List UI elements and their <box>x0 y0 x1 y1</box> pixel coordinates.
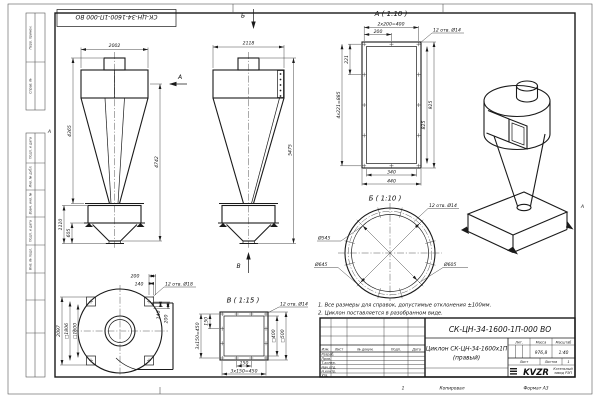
margin-label: Перв. примен. <box>28 25 33 50</box>
holes-callout: 12 отв. Ø18 <box>165 282 193 288</box>
dim-callout: Ø545 <box>318 236 331 242</box>
dim-hopper: 605 <box>67 228 72 238</box>
view-title: А ( 1:10 ) <box>374 10 408 18</box>
dim-callout: Ø605 <box>444 263 457 268</box>
note-line: 1. Все размеры для справок, допустимые отклонения ±100мм. <box>318 302 492 309</box>
dim: 2x200=400 <box>377 22 405 28</box>
front-view-right <box>213 9 296 273</box>
margin-label: Инв. № подл. <box>28 248 33 270</box>
top-stamp <box>57 10 176 27</box>
view-v-flange <box>195 297 308 376</box>
margin-label: Взам. инв. № <box>28 192 33 215</box>
footer-strip <box>402 386 549 392</box>
sheet-label: Лист <box>519 360 529 364</box>
dim: 200 <box>373 30 383 35</box>
holes-callout: 12 отв. Ø14 <box>429 204 457 209</box>
left-margin-boxes <box>26 13 584 377</box>
stamp-doc-number: СК-ЦН-34-1600-1П-000 ВО <box>75 13 158 21</box>
dim: 440 <box>387 179 396 185</box>
dim: 3x150=450 <box>196 322 201 350</box>
dim: 221 <box>345 55 350 64</box>
title-block <box>320 318 575 378</box>
sig-row: Утв. <box>321 373 329 378</box>
dim-callout: Ø645 <box>315 263 328 268</box>
sheet-frame <box>8 4 592 394</box>
mass-value: 976,8 <box>534 351 548 356</box>
margin-label: Подп. и дата <box>28 220 33 242</box>
col-header: Изм. <box>321 347 330 352</box>
company-name: Котельный <box>553 367 573 371</box>
dim: □1806 <box>65 322 71 340</box>
sig-row: Разраб. <box>321 352 335 357</box>
isometric-view <box>461 81 574 255</box>
footer-copied-label: Копировал <box>439 386 465 392</box>
dim: 2097 <box>57 325 62 337</box>
zone-marker-left: А <box>47 130 52 135</box>
sig-row: Пров. <box>321 356 332 361</box>
view-arrow-label: А <box>177 74 183 81</box>
view-b-flange <box>314 195 468 302</box>
dim: 150 <box>204 316 210 326</box>
dim-bin: 1110 <box>59 218 64 231</box>
front-view-left <box>58 43 187 249</box>
dim: 200 <box>164 314 170 324</box>
holes-callout: 12 отв. Ø14 <box>280 302 308 308</box>
col-header: № докум. <box>357 347 374 352</box>
zone-marker-right: А <box>580 205 585 210</box>
part-name: Циклон СК-ЦН-34-1600х1П <box>425 346 508 353</box>
footer-format-label: Формат А3 <box>523 386 549 392</box>
dim: □400 <box>272 329 277 343</box>
dim: 925 <box>429 100 434 110</box>
dim: □1600 <box>73 322 79 340</box>
dim: 140 <box>156 310 162 320</box>
dim: 150 <box>239 361 249 367</box>
doc-number: СК-ЦН-34-1600-1П-000 ВО <box>448 325 552 334</box>
scale-label: Масштаб <box>555 340 572 345</box>
sheets-label: Листов <box>544 360 558 364</box>
view-a-flange <box>336 10 464 186</box>
holes-callout: 12 отв. Ø14 <box>433 28 461 34</box>
margin-label: Справ. № <box>28 78 33 94</box>
view-arrow-label: Б <box>240 12 246 20</box>
logo-text: KVZR <box>523 368 549 378</box>
dim: 340 <box>387 170 396 176</box>
bolt-holes <box>220 312 268 360</box>
dim: 825 <box>422 120 427 130</box>
margin-label: Подп. и дата <box>28 137 33 159</box>
dim: 3x150=450 <box>230 369 258 375</box>
col-header: Лист <box>334 347 344 352</box>
dim: 140 <box>134 282 144 288</box>
view-title: В ( 1:15 ) <box>226 296 260 305</box>
sig-row: Т.контр. <box>321 361 336 366</box>
mass-label: Масса <box>535 340 547 345</box>
dim: 4x221=885 <box>337 91 342 119</box>
part-name-2: (правый) <box>452 355 481 362</box>
sig-row: Нач.отд. <box>321 365 337 370</box>
dim-width: 2118 <box>242 41 255 47</box>
dim: 200 <box>130 274 140 280</box>
view-title: Б ( 1:10 ) <box>368 194 402 203</box>
note-line: 2. Циклон поставляется в разобранном виде. <box>318 310 443 317</box>
scale-value: 1:40 <box>558 351 569 356</box>
view-arrow-label: В <box>236 263 241 270</box>
dim-height: 4365 <box>67 125 73 137</box>
col-header: Дата <box>412 347 421 352</box>
sig-row: Н.контр. <box>321 369 337 374</box>
top-view-scroll <box>56 274 196 376</box>
dim-height: 5475 <box>288 144 294 156</box>
bolt-holes <box>362 42 420 168</box>
notes <box>318 303 491 317</box>
footer-mark: 1 <box>401 386 405 392</box>
margin-label: Инв. № дубл. <box>28 165 33 188</box>
company-name-2: завод РЭП <box>554 371 572 375</box>
dim-height: 4742 <box>154 156 160 168</box>
sheets-value: 1 <box>567 360 570 365</box>
col-header: Подп. <box>391 347 401 352</box>
dim-width: 2002 <box>108 44 121 50</box>
dim: □500 <box>281 329 286 343</box>
lit-label: Лит. <box>515 340 523 345</box>
